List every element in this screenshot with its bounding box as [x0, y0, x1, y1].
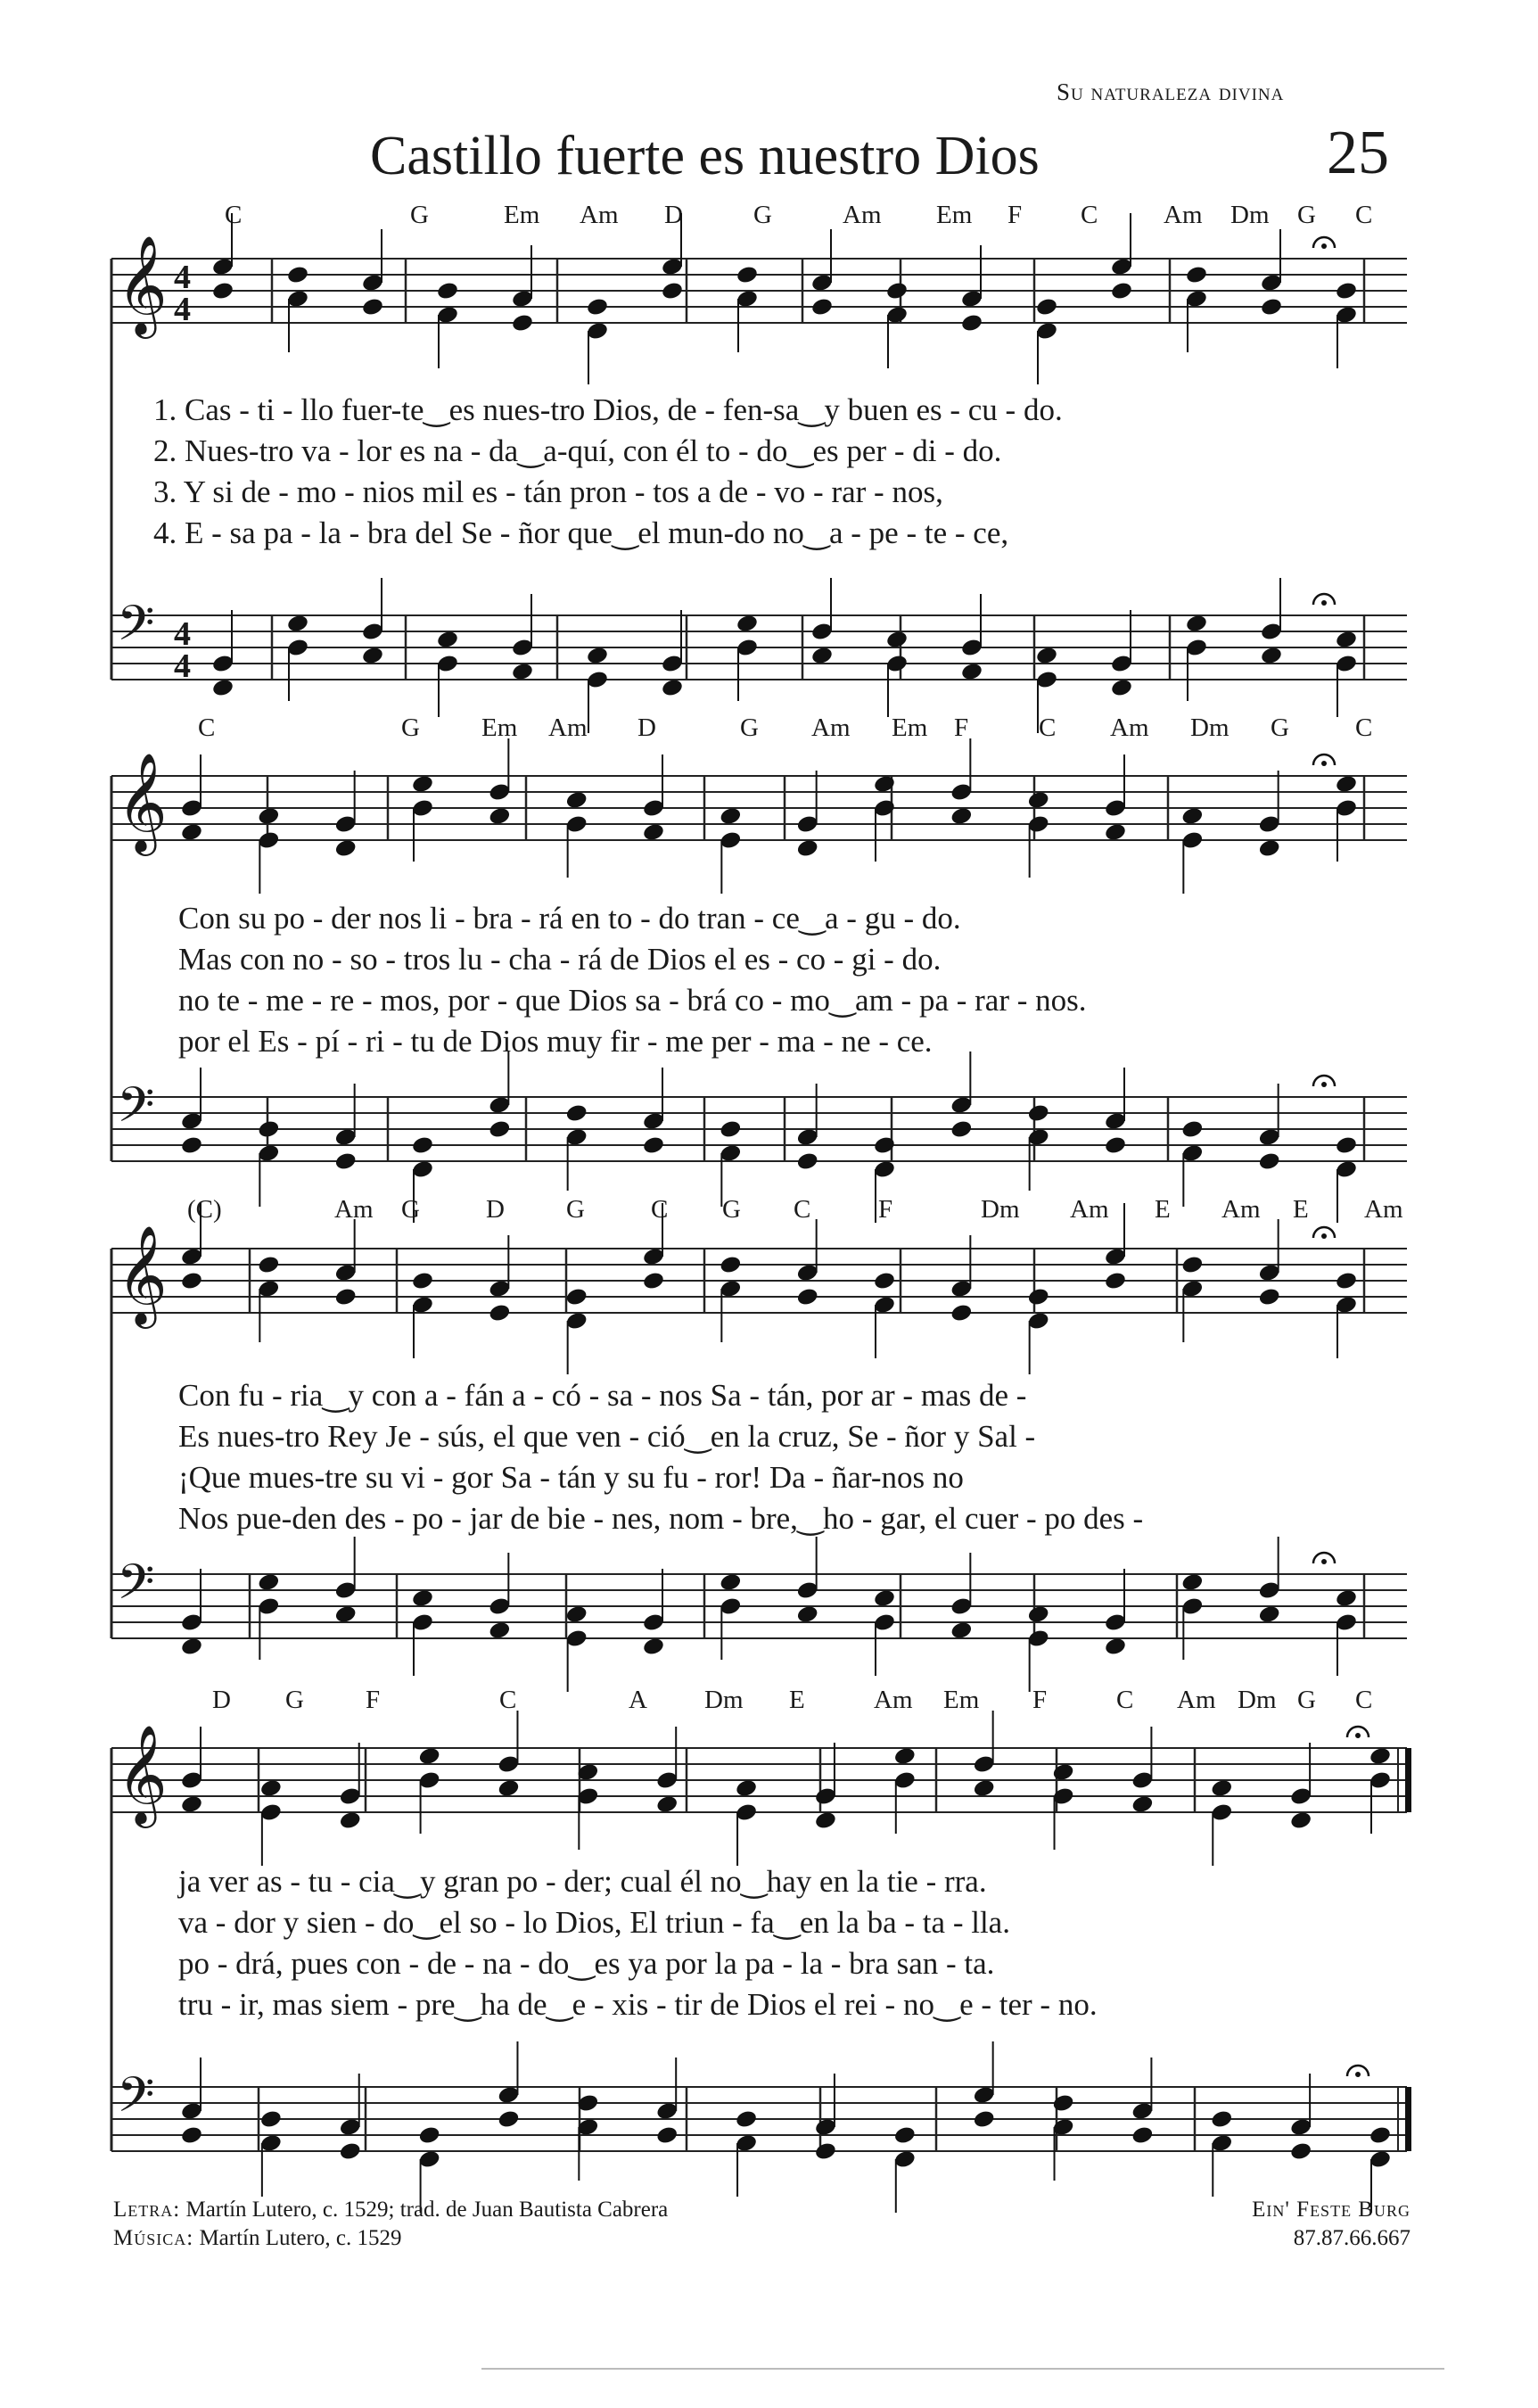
note-head: [334, 838, 358, 859]
note-head: [642, 1271, 665, 1291]
chord-symbol: Am: [1177, 1686, 1216, 1714]
note-head: [418, 2125, 441, 2146]
chord-symbol: Am: [334, 1195, 374, 1224]
note-head: [642, 822, 665, 843]
chord-symbol: C: [1355, 713, 1373, 742]
treble-clef-icon: 𝄞: [117, 235, 168, 334]
note-head: [286, 265, 309, 285]
chord-symbol: D: [486, 1195, 505, 1224]
note-head: [1051, 2093, 1074, 2114]
chord-symbol: Am: [1110, 713, 1149, 742]
note-head: [1027, 790, 1050, 811]
lyric-line-verse-4: tru - ir, mas siem - pre‿ha de‿e - xis - tir de Dios el rei - no‿e - ter - no.: [178, 1987, 1098, 2022]
note-head: [1035, 297, 1058, 317]
chord-symbol: Em: [504, 201, 540, 229]
note-head: [1035, 646, 1058, 666]
note-head: [1110, 678, 1133, 698]
note-head: [973, 2109, 996, 2130]
note-head: [211, 678, 234, 698]
note-head: [719, 1255, 742, 1275]
music-credit: [113, 2224, 668, 2253]
note-head: [796, 1287, 819, 1307]
chord-symbol: Em: [481, 713, 518, 742]
note-head: [950, 1303, 973, 1324]
fermata-dot: [1321, 600, 1327, 606]
note-head: [973, 1778, 996, 1799]
chord-symbol: C: [1355, 201, 1373, 229]
note-head: [642, 1135, 665, 1156]
note-head: [180, 1794, 203, 1815]
note-head: [736, 265, 759, 285]
note-head: [655, 2125, 679, 2146]
chord-symbol: G: [722, 1195, 741, 1224]
chord-symbol: C: [1355, 1686, 1373, 1714]
note-head: [411, 1588, 434, 1609]
lyric-line-verse-3: no te - me - re - mos, por - que Dios sa - brá co - mo‿am - pa - rar - nos.: [178, 983, 1087, 1018]
note-head: [950, 1620, 973, 1641]
chord-symbol: G: [285, 1686, 304, 1714]
note-head: [1335, 774, 1358, 795]
note-head: [1131, 1794, 1154, 1815]
music-credit-label: Música:: [113, 2226, 194, 2250]
staff-system: [0, 752, 1538, 1197]
lyric-line-verse-2: 2. Nues-tro va - lor es na - da‿a-quí, con él to - do‿es per - di - do.: [153, 433, 1002, 468]
chord-symbol: Em: [936, 201, 973, 229]
page-bottom-rule: [481, 2368, 1444, 2370]
chord-symbol: D: [664, 201, 683, 229]
chord-symbol: Am: [580, 201, 619, 229]
treble-staff: [111, 1203, 1407, 1374]
note-head: [586, 297, 609, 317]
note-head: [511, 662, 534, 682]
note-head: [1027, 1287, 1050, 1307]
note-head: [411, 1271, 434, 1291]
note-head: [339, 1810, 362, 1831]
treble-clef-icon: 𝄞: [117, 752, 168, 852]
bass-staff: [111, 2041, 1411, 2213]
bass-clef-icon: 𝄢: [117, 1076, 155, 1145]
note-head: [1335, 281, 1358, 301]
note-head: [1110, 281, 1133, 301]
note-head: [334, 1604, 358, 1625]
chord-symbol: D: [212, 1686, 231, 1714]
chord-symbol: Am: [843, 201, 882, 229]
note-head: [885, 281, 909, 301]
credits-left: [113, 2196, 668, 2253]
note-head: [873, 1271, 896, 1291]
chord-symbol: Dm: [1230, 201, 1270, 229]
note-head: [361, 297, 384, 317]
lyric-line-verse-1: Con su po - der nos li - bra - rá en to - do tran - ce‿a - gu - do.: [178, 901, 961, 936]
hymn-title: Castillo fuerte es nuestro Dios: [370, 126, 1040, 186]
note-head: [488, 806, 511, 827]
note-head: [180, 822, 203, 843]
lyric-line-verse-2: Mas con no - so - tros lu - cha - rá de Dios el es - co - gi - do.: [178, 942, 942, 977]
note-head: [950, 806, 973, 827]
note-head: [1369, 1746, 1392, 1767]
note-head: [1131, 2125, 1154, 2146]
note-head: [1027, 1604, 1050, 1625]
note-head: [873, 1588, 896, 1609]
chord-symbol: Dm: [1238, 1686, 1277, 1714]
chord-symbol: Am: [1164, 201, 1203, 229]
fermata-dot: [1321, 761, 1327, 766]
chord-symbol: G: [410, 201, 429, 229]
bass-staff: [111, 1051, 1407, 1223]
note-head: [661, 281, 684, 301]
note-head: [286, 614, 309, 634]
bass-staff: [111, 1537, 1407, 1692]
note-head: [1104, 1637, 1127, 1657]
credits-right: [1252, 2196, 1411, 2253]
staff-system: [0, 1724, 1538, 2187]
note-head: [814, 1810, 837, 1831]
lyric-line-verse-1: Con fu - ria‿y con a - fán a - có - sa - nos Sa - tán, por ar - mas de -: [178, 1378, 1027, 1413]
fermata-dot: [1321, 1233, 1327, 1239]
bass-clef-icon: 𝄢: [117, 595, 155, 664]
note-head: [1104, 822, 1127, 843]
music-credit-text: Martín Lutero, c. 1529: [199, 2226, 402, 2250]
note-head: [893, 1746, 917, 1767]
note-head: [1027, 1103, 1050, 1124]
lyrics-credit-text: Martín Lutero, c. 1529; trad. de Juan Bautista Cabrera: [185, 2198, 669, 2222]
chord-symbol: Am: [1221, 1195, 1261, 1224]
chord-symbol: (C): [187, 1195, 222, 1224]
chord-symbol: C: [499, 1686, 517, 1714]
lyric-line-verse-1: 1. Cas - ti - llo fuer-te‿es nues-tro Dios, de - fen-sa‿y buen es - cu - do.: [153, 392, 1063, 427]
note-head: [257, 1572, 280, 1593]
lyric-line-verse-2: va - dor y sien - do‿el so - lo Dios, El triun - fa‿en la ba - ta - lla.: [178, 1905, 1010, 1940]
note-head: [180, 1271, 203, 1291]
chord-symbol: G: [1297, 201, 1316, 229]
chord-symbol: A: [629, 1686, 647, 1714]
note-head: [257, 1119, 280, 1140]
treble-clef-icon: 𝄞: [117, 1724, 168, 1824]
note-head: [810, 646, 834, 666]
note-head: [810, 297, 834, 317]
chord-symbol: Em: [943, 1686, 980, 1714]
time-signature-bottom: 4: [174, 291, 191, 328]
note-head: [1258, 1151, 1281, 1172]
chord-symbol: F: [878, 1195, 893, 1224]
note-head: [1258, 1287, 1281, 1307]
time-signature-top: 4: [174, 259, 191, 296]
chord-symbol: C: [651, 1195, 669, 1224]
note-head: [257, 1255, 280, 1275]
note-head: [180, 1637, 203, 1657]
note-head: [180, 1135, 203, 1156]
chord-symbol: C: [198, 713, 216, 742]
chord-symbol: Am: [874, 1686, 913, 1714]
note-head: [180, 2125, 203, 2146]
note-head: [497, 2109, 520, 2130]
note-head: [1258, 1604, 1281, 1625]
note-head: [1104, 1271, 1127, 1291]
note-head: [259, 1778, 283, 1799]
note-head: [497, 1778, 520, 1799]
lyric-line-verse-4: por el Es - pí - ri - tu de Dios muy fir - me per - ma - ne - ce.: [178, 1024, 933, 1059]
note-head: [661, 678, 684, 698]
note-head: [1335, 630, 1358, 650]
note-head: [1104, 1135, 1127, 1156]
lyrics-credit-label: Letra:: [113, 2198, 181, 2222]
chord-symbol: Em: [892, 713, 928, 742]
note-head: [1260, 646, 1283, 666]
chord-symbol: G: [401, 1195, 420, 1224]
note-head: [950, 1119, 973, 1140]
note-head: [655, 1794, 679, 1815]
lyrics-credit: [113, 2196, 668, 2224]
chord-symbol: Am: [548, 713, 588, 742]
bass-clef-icon: 𝄢: [117, 2066, 155, 2135]
chord-symbol: G: [401, 713, 420, 742]
note-head: [361, 646, 384, 666]
note-head: [1180, 1572, 1204, 1593]
chord-symbol: C: [1081, 201, 1098, 229]
note-head: [1185, 265, 1208, 285]
fermata-dot: [1355, 1733, 1361, 1738]
bass-staff: [111, 578, 1407, 733]
note-head: [796, 1151, 819, 1172]
tune-name: Ein' Feste Burg: [1252, 2198, 1411, 2222]
note-head: [1369, 2125, 1392, 2146]
note-head: [960, 662, 983, 682]
fermata-dot: [1321, 243, 1327, 249]
note-head: [1289, 2141, 1312, 2162]
chord-symbol: E: [1155, 1195, 1171, 1224]
note-head: [1051, 1762, 1074, 1783]
note-head: [586, 646, 609, 666]
note-head: [1258, 838, 1281, 859]
note-head: [796, 838, 819, 859]
note-head: [565, 1103, 588, 1124]
note-head: [719, 1572, 742, 1593]
chord-symbol: Dm: [1190, 713, 1230, 742]
note-head: [1335, 1135, 1358, 1156]
note-head: [885, 630, 909, 650]
chord-symbol: G: [1271, 713, 1289, 742]
chord-symbol: C: [1039, 713, 1057, 742]
chord-symbol: Am: [1070, 1195, 1109, 1224]
lyric-line-verse-1: ja ver as - tu - cia‿y gran po - der; cual él no‿hay en la tie - rra.: [178, 1864, 987, 1899]
final-barline: [1405, 1748, 1411, 1812]
bass-clef-icon: 𝄢: [117, 1554, 155, 1622]
fermata-dot: [1321, 1082, 1327, 1087]
note-head: [411, 1135, 434, 1156]
chord-symbol: G: [753, 201, 772, 229]
note-head: [436, 630, 459, 650]
fermata-dot: [1355, 2072, 1361, 2077]
note-head: [1260, 297, 1283, 317]
final-barline: [1405, 2087, 1411, 2151]
note-head: [642, 1637, 665, 1657]
lyric-line-verse-4: 4. E - sa pa - la - bra del Se - ñor que‿el mun-do no‿a - pe - te - ce,: [153, 515, 1009, 550]
lyric-line-verse-3: ¡Que mues-tre su vi - gor Sa - tán y su fu - ror! Da - ñar-nos no: [178, 1460, 964, 1495]
note-head: [334, 1151, 358, 1172]
chord-symbol: E: [789, 1686, 805, 1714]
note-head: [436, 281, 459, 301]
note-head: [418, 1746, 441, 1767]
fermata-dot: [1321, 1559, 1327, 1564]
note-head: [1180, 1119, 1204, 1140]
lyric-line-verse-2: Es nues-tro Rey Je - sús, el que ven - ció‿en la cruz, Se - ñor y Sal -: [178, 1419, 1036, 1454]
time-signature-bottom: 4: [174, 647, 191, 685]
note-head: [719, 806, 742, 827]
treble-staff: [111, 213, 1407, 384]
note-head: [1335, 1271, 1358, 1291]
note-head: [1180, 1255, 1204, 1275]
note-head: [565, 790, 588, 811]
chord-symbol: D: [637, 713, 656, 742]
note-head: [814, 2141, 837, 2162]
treble-staff: [111, 1711, 1411, 1866]
staff-system: [0, 235, 1538, 715]
note-head: [1210, 1778, 1233, 1799]
note-head: [257, 806, 280, 827]
note-head: [1335, 1588, 1358, 1609]
lyric-line-verse-3: 3. Y si de - mo - nios mil es - tán pron - tos a de - vo - rar - nos,: [153, 474, 943, 509]
treble-staff: [111, 738, 1407, 894]
note-head: [960, 313, 983, 334]
note-head: [1210, 2109, 1233, 2130]
note-head: [488, 1119, 511, 1140]
chord-symbol: F: [1032, 1686, 1048, 1714]
chord-symbol: C: [794, 1195, 811, 1224]
note-head: [796, 1604, 819, 1625]
chord-symbol: C: [1116, 1686, 1134, 1714]
note-head: [211, 281, 234, 301]
note-head: [334, 1287, 358, 1307]
chord-symbol: G: [1297, 1686, 1316, 1714]
staff-system: [0, 1225, 1538, 1674]
note-head: [893, 2125, 917, 2146]
note-head: [411, 774, 434, 795]
chord-symbol: E: [1293, 1195, 1309, 1224]
note-head: [488, 1303, 511, 1324]
note-head: [259, 2109, 283, 2130]
note-head: [735, 1778, 758, 1799]
chord-symbol: Dm: [704, 1686, 744, 1714]
chord-symbol: F: [1008, 201, 1023, 229]
hymn-number: 25: [1327, 119, 1389, 187]
chord-symbol: Am: [1364, 1195, 1403, 1224]
chord-symbol: Am: [811, 713, 851, 742]
chord-symbol: G: [566, 1195, 585, 1224]
chord-symbol: C: [225, 201, 243, 229]
note-head: [339, 2141, 362, 2162]
chord-symbol: G: [740, 713, 759, 742]
lyric-line-verse-3: po - drá, pues con - de - na - do‿es ya por la pa - la - bra san - ta.: [178, 1946, 995, 1981]
note-head: [1289, 1810, 1312, 1831]
note-head: [488, 1620, 511, 1641]
note-head: [1185, 614, 1208, 634]
lyric-line-verse-4: Nos pue-den des - po - jar de bie - nes, nom - bre,‿ho - gar, el cuer - po des -: [178, 1501, 1144, 1536]
chord-symbol: F: [954, 713, 969, 742]
note-head: [565, 1287, 588, 1307]
note-head: [736, 614, 759, 634]
time-signature-top: 4: [174, 615, 191, 653]
note-head: [565, 1604, 588, 1625]
note-head: [1180, 806, 1204, 827]
section-header: Su naturaleza divina: [1057, 78, 1285, 105]
meter: 87.87.66.667: [1293, 2226, 1411, 2250]
chord-symbol: F: [366, 1686, 381, 1714]
note-head: [511, 313, 534, 334]
treble-clef-icon: 𝄞: [117, 1225, 168, 1324]
note-head: [735, 2109, 758, 2130]
note-head: [719, 1119, 742, 1140]
chord-symbol: Dm: [981, 1195, 1020, 1224]
